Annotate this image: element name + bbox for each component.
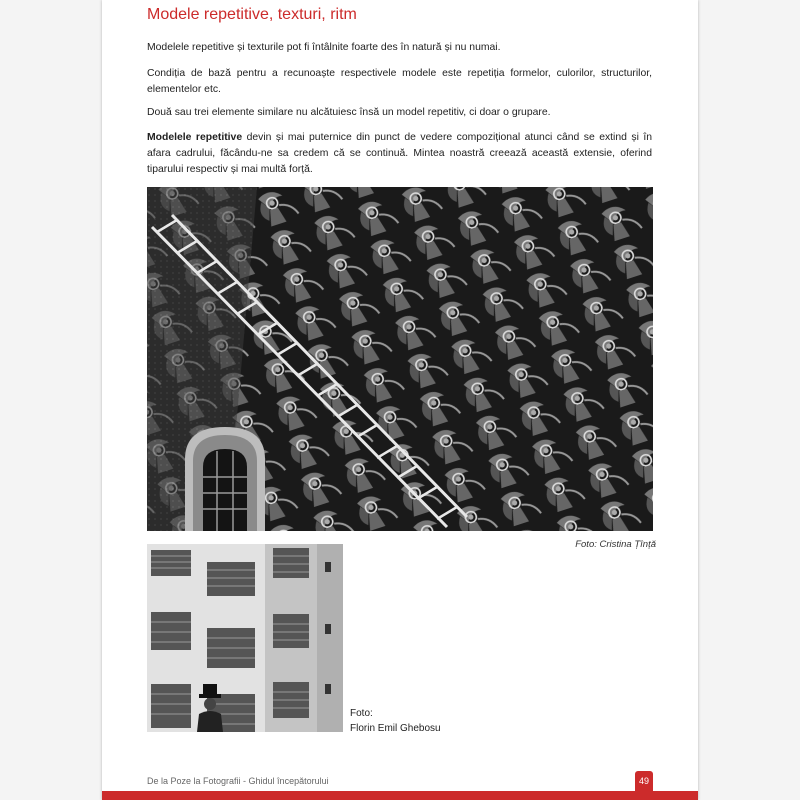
book-page: [102, 0, 698, 800]
photo2-caption-label: Foto:: [350, 708, 373, 719]
footer-bar: [102, 791, 698, 800]
angels-fresco-image: [147, 187, 653, 531]
photo1-caption: Foto: Cristina Țînță: [575, 539, 656, 550]
angels-fresco-photo: [147, 187, 653, 531]
paragraph-4: [147, 130, 652, 178]
building-facade-photo: [147, 544, 343, 732]
paragraph-4-text: devin și mai puternice din punct de vedere compozițional atunci când se extind și în afara cadrului, făcându-ne sa credem că se continuă. Mintea noastră creează această extensie, oferind tiparului respectiv și mai multă forță.: [147, 132, 652, 175]
footer-book-title: De la Poze la Fotografii - Ghidul începătorului: [147, 776, 329, 786]
section-title: Modele repetitive, texturi, ritm: [147, 6, 357, 23]
paragraph-3: Două sau trei elemente similare nu alcătuiesc însă un model repetitiv, ci doar o grupare.: [147, 107, 551, 118]
paragraph-4-bold: Modelele repetitive: [147, 132, 243, 143]
paragraph-2: Condiția de bază pentru a recunoaște respectivele modele este repetiția formelor, culorilor, structurilor, elementelor etc.: [147, 68, 652, 95]
photo2-caption-author: Florin Emil Ghebosu: [350, 723, 441, 734]
building-facade-image: [147, 544, 343, 732]
page-number: 49: [635, 771, 653, 791]
paragraph-1: Modelele repetitive și texturile pot fi întâlnite foarte des în natură și nu numai.: [147, 42, 501, 53]
photo2-caption: [350, 706, 441, 736]
